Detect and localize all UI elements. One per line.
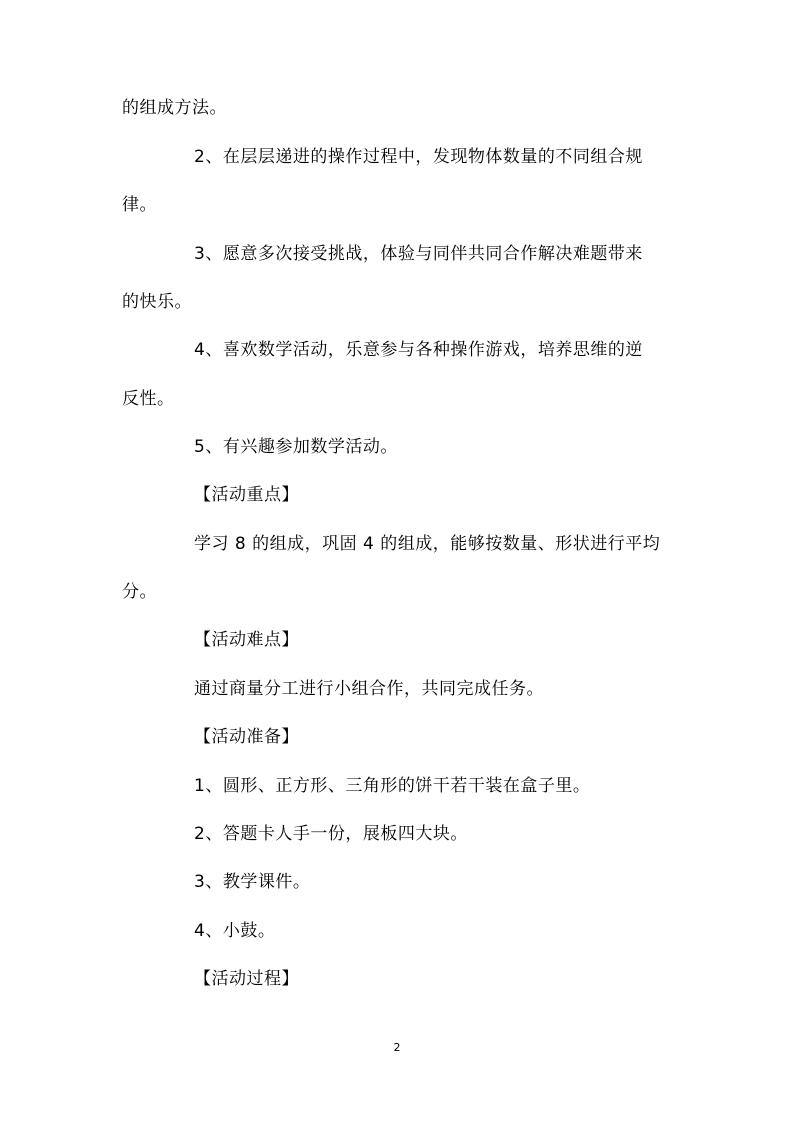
text-line: 通过商量分工进行小组合作，共同完成任务。 [194, 679, 544, 699]
text-line: 2、在层层递进的操作过程中，发现物体数量的不同组合规 [194, 147, 643, 167]
text-line: 1、圆形、正方形、三角形的饼干若干装在盒子里。 [194, 776, 591, 796]
text-line: 的组成方法。 [122, 98, 227, 118]
section-heading: 【活动重点】 [194, 485, 299, 505]
text-line: 4、小鼓。 [194, 921, 276, 941]
section-heading: 【活动准备】 [194, 727, 299, 747]
text-line: 学习 8 的组成，巩固 4 的组成，能够按数量、形状进行平均 [194, 534, 661, 554]
text-line: 2、答题卡人手一份，展板四大块。 [194, 824, 468, 844]
text-line: 3、愿意多次接受挑战，体验与同伴共同合作解决难题带来 [194, 244, 643, 264]
text-line: 分。 [122, 582, 157, 602]
text-line: 5、有兴趣参加数学活动。 [194, 437, 398, 457]
text-line: 律。 [122, 195, 157, 215]
section-heading: 【活动难点】 [194, 630, 299, 650]
text-line: 反性。 [122, 389, 175, 409]
section-heading: 【活动过程】 [194, 969, 299, 989]
page-number: 2 [393, 1041, 401, 1054]
text-line: 的快乐。 [122, 292, 192, 312]
text-line: 4、喜欢数学活动，乐意参与各种操作游戏，培养思维的逆 [194, 340, 643, 360]
text-line: 3、教学课件。 [194, 872, 311, 892]
